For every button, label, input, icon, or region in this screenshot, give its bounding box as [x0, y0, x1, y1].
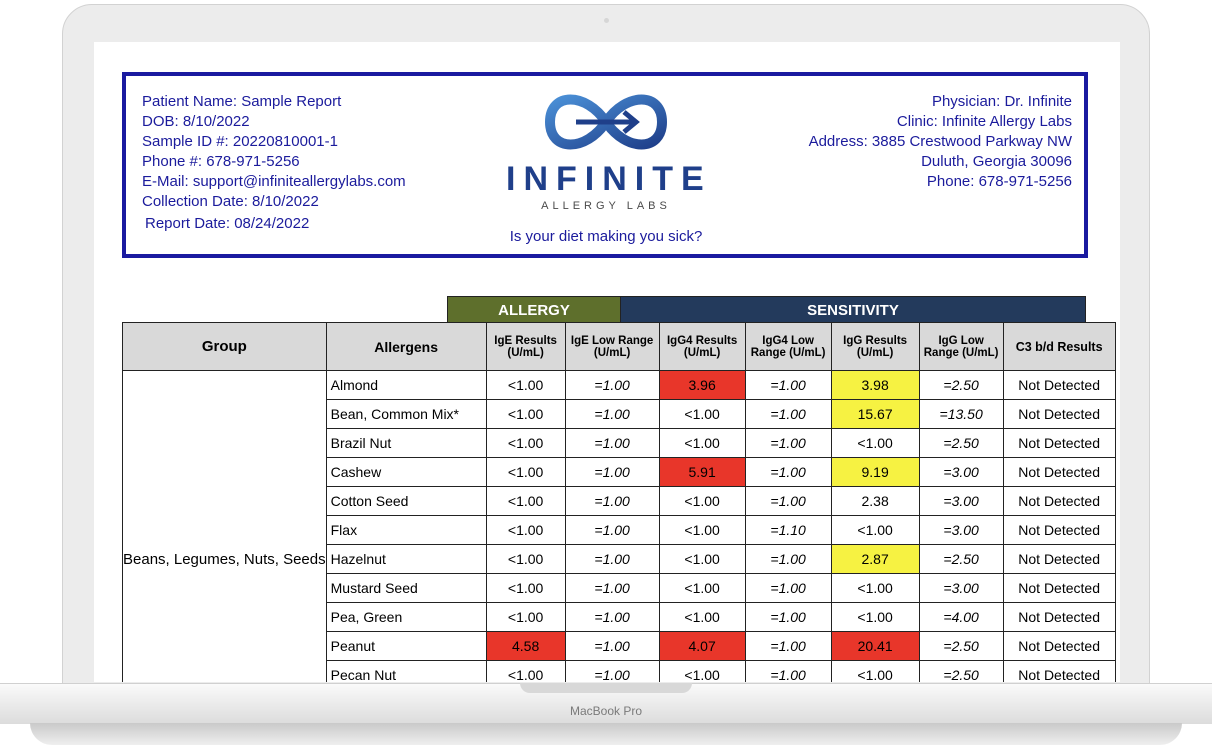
ige-low-cell: =1.00: [565, 429, 659, 458]
col-igg-low: IgG Low Range (U/mL): [919, 323, 1003, 371]
ige-low-cell: =1.00: [565, 458, 659, 487]
igg-low-cell: =3.00: [919, 516, 1003, 545]
allergen-cell: Mustard Seed: [326, 574, 486, 603]
igg4-low-cell: =1.00: [745, 632, 831, 661]
igg-low-cell: =2.50: [919, 429, 1003, 458]
igg4-result-cell: <1.00: [659, 574, 745, 603]
c3-result-cell: Not Detected: [1003, 429, 1115, 458]
screen: [94, 42, 1120, 682]
infinity-logo-icon: [506, 82, 706, 162]
sensitivity-band: SENSITIVITY: [620, 296, 1086, 323]
igg-low-cell: =2.50: [919, 545, 1003, 574]
allergen-cell: Pea, Green: [326, 603, 486, 632]
igg4-result-cell: 5.91: [659, 458, 745, 487]
sample-id: Sample ID #: 20220810001-1: [142, 133, 338, 150]
igg4-low-cell: =1.00: [745, 429, 831, 458]
igg-low-cell: =2.50: [919, 371, 1003, 400]
ige-result-cell: <1.00: [486, 487, 565, 516]
allergen-cell: Cotton Seed: [326, 487, 486, 516]
igg-low-cell: =3.00: [919, 574, 1003, 603]
igg-result-cell: <1.00: [831, 603, 919, 632]
report-date: Report Date: 08/24/2022: [145, 215, 310, 232]
ige-result-cell: <1.00: [486, 603, 565, 632]
igg-result-cell: <1.00: [831, 429, 919, 458]
infinite-logo: [506, 82, 712, 232]
allergen-cell: Hazelnut: [326, 545, 486, 574]
tagline: Is your diet making you sick?: [509, 228, 703, 245]
ige-result-cell: <1.00: [486, 574, 565, 603]
col-c3: C3 b/d Results: [1003, 323, 1115, 371]
patient-phone: Phone #: 678-971-5256: [142, 153, 300, 170]
col-group: Group: [123, 323, 327, 371]
c3-result-cell: Not Detected: [1003, 574, 1115, 603]
allergen-cell: Flax: [326, 516, 486, 545]
igg4-low-cell: =1.00: [745, 487, 831, 516]
c3-result-cell: Not Detected: [1003, 545, 1115, 574]
igg4-low-cell: =1.10: [745, 516, 831, 545]
igg-low-cell: =2.50: [919, 632, 1003, 661]
allergen-cell: Almond: [326, 371, 486, 400]
ige-low-cell: =1.00: [565, 545, 659, 574]
igg-result-cell: 2.87: [831, 545, 919, 574]
c3-result-cell: Not Detected: [1003, 603, 1115, 632]
allergen-cell: Bean, Common Mix*: [326, 400, 486, 429]
ige-low-cell: =1.00: [565, 574, 659, 603]
patient-name: Patient Name: Sample Report: [142, 93, 342, 110]
igg-result-cell: 3.98: [831, 371, 919, 400]
igg-low-cell: =2.50: [919, 661, 1003, 683]
physician-name: Physician: Dr. Infinite: [931, 93, 1072, 110]
igg-low-cell: =3.00: [919, 458, 1003, 487]
igg-low-cell: =3.00: [919, 487, 1003, 516]
ige-result-cell: <1.00: [486, 400, 565, 429]
igg4-result-cell: <1.00: [659, 545, 745, 574]
igg4-result-cell: 3.96: [659, 371, 745, 400]
ige-low-cell: =1.00: [565, 487, 659, 516]
col-ige-low: IgE Low Range (U/mL): [565, 323, 659, 371]
igg-result-cell: 15.67: [831, 400, 919, 429]
igg4-low-cell: =1.00: [745, 574, 831, 603]
col-ige-results: IgE Results (U/mL): [486, 323, 565, 371]
igg4-low-cell: =1.00: [745, 545, 831, 574]
igg4-result-cell: <1.00: [659, 603, 745, 632]
igg-result-cell: 20.41: [831, 632, 919, 661]
c3-result-cell: Not Detected: [1003, 516, 1115, 545]
ige-result-cell: <1.00: [486, 371, 565, 400]
c3-result-cell: Not Detected: [1003, 371, 1115, 400]
col-igg4-low: IgG4 Low Range (U/mL): [745, 323, 831, 371]
ige-low-cell: =1.00: [565, 516, 659, 545]
ige-low-cell: =1.00: [565, 603, 659, 632]
ige-result-cell: <1.00: [486, 458, 565, 487]
report-header: [122, 72, 1088, 258]
ige-low-cell: =1.00: [565, 661, 659, 683]
igg4-low-cell: =1.00: [745, 371, 831, 400]
allergen-cell: Brazil Nut: [326, 429, 486, 458]
ige-result-cell: <1.00: [486, 516, 565, 545]
collection-date: Collection Date: 8/10/2022: [142, 193, 319, 210]
logo-subtitle: ALLERGY LABS: [541, 200, 671, 212]
clinic-address: Address: 3885 Crestwood Parkway NW: [808, 133, 1072, 150]
igg4-low-cell: =1.00: [745, 458, 831, 487]
logo-wordmark: INFINITE: [506, 160, 712, 198]
table-header-row: [123, 323, 1116, 371]
igg4-low-cell: =1.00: [745, 661, 831, 683]
igg4-result-cell: <1.00: [659, 429, 745, 458]
laptop-notch: [520, 683, 692, 693]
col-allergens: Allergens: [326, 323, 486, 371]
ige-low-cell: =1.00: [565, 632, 659, 661]
allergen-cell: Peanut: [326, 632, 486, 661]
results-table: [122, 322, 1116, 682]
igg4-low-cell: =1.00: [745, 400, 831, 429]
igg-low-cell: =13.50: [919, 400, 1003, 429]
clinic-name: Clinic: Infinite Allergy Labs: [896, 113, 1072, 130]
igg-low-cell: =4.00: [919, 603, 1003, 632]
clinic-city: Duluth, Georgia 30096: [921, 153, 1072, 170]
c3-result-cell: Not Detected: [1003, 632, 1115, 661]
c3-result-cell: Not Detected: [1003, 400, 1115, 429]
allergy-band: ALLERGY: [447, 296, 621, 323]
igg-result-cell: <1.00: [831, 516, 919, 545]
igg4-result-cell: <1.00: [659, 487, 745, 516]
clinic-phone: Phone: 678-971-5256: [926, 173, 1072, 190]
table-row: [123, 371, 1116, 400]
igg4-result-cell: <1.00: [659, 400, 745, 429]
igg-result-cell: 9.19: [831, 458, 919, 487]
igg4-result-cell: 4.07: [659, 632, 745, 661]
col-igg4-results: IgG4 Results (U/mL): [659, 323, 745, 371]
ige-result-cell: 4.58: [486, 632, 565, 661]
patient-info: [142, 92, 406, 234]
laptop-base-bottom: [30, 723, 1182, 745]
igg4-low-cell: =1.00: [745, 603, 831, 632]
camera-icon: [604, 18, 609, 23]
ige-result-cell: <1.00: [486, 429, 565, 458]
patient-dob: DOB: 8/10/2022: [142, 113, 250, 130]
patient-email: E-Mail: support@infiniteallergylabs.com: [142, 173, 406, 190]
c3-result-cell: Not Detected: [1003, 458, 1115, 487]
igg-result-cell: 2.38: [831, 487, 919, 516]
ige-result-cell: <1.00: [486, 661, 565, 683]
ige-low-cell: =1.00: [565, 371, 659, 400]
c3-result-cell: Not Detected: [1003, 661, 1115, 683]
group-cell: Beans, Legumes, Nuts, Seeds: [123, 371, 327, 683]
igg4-result-cell: <1.00: [659, 661, 745, 683]
physician-info: [809, 92, 1072, 192]
ige-result-cell: <1.00: [486, 545, 565, 574]
igg4-result-cell: <1.00: [659, 516, 745, 545]
allergen-cell: Pecan Nut: [326, 661, 486, 683]
igg-result-cell: <1.00: [831, 574, 919, 603]
c3-result-cell: Not Detected: [1003, 487, 1115, 516]
col-igg-results: IgG Results (U/mL): [831, 323, 919, 371]
ige-low-cell: =1.00: [565, 400, 659, 429]
allergen-cell: Cashew: [326, 458, 486, 487]
device-brand: MacBook Pro: [569, 704, 643, 718]
igg-result-cell: <1.00: [831, 661, 919, 683]
